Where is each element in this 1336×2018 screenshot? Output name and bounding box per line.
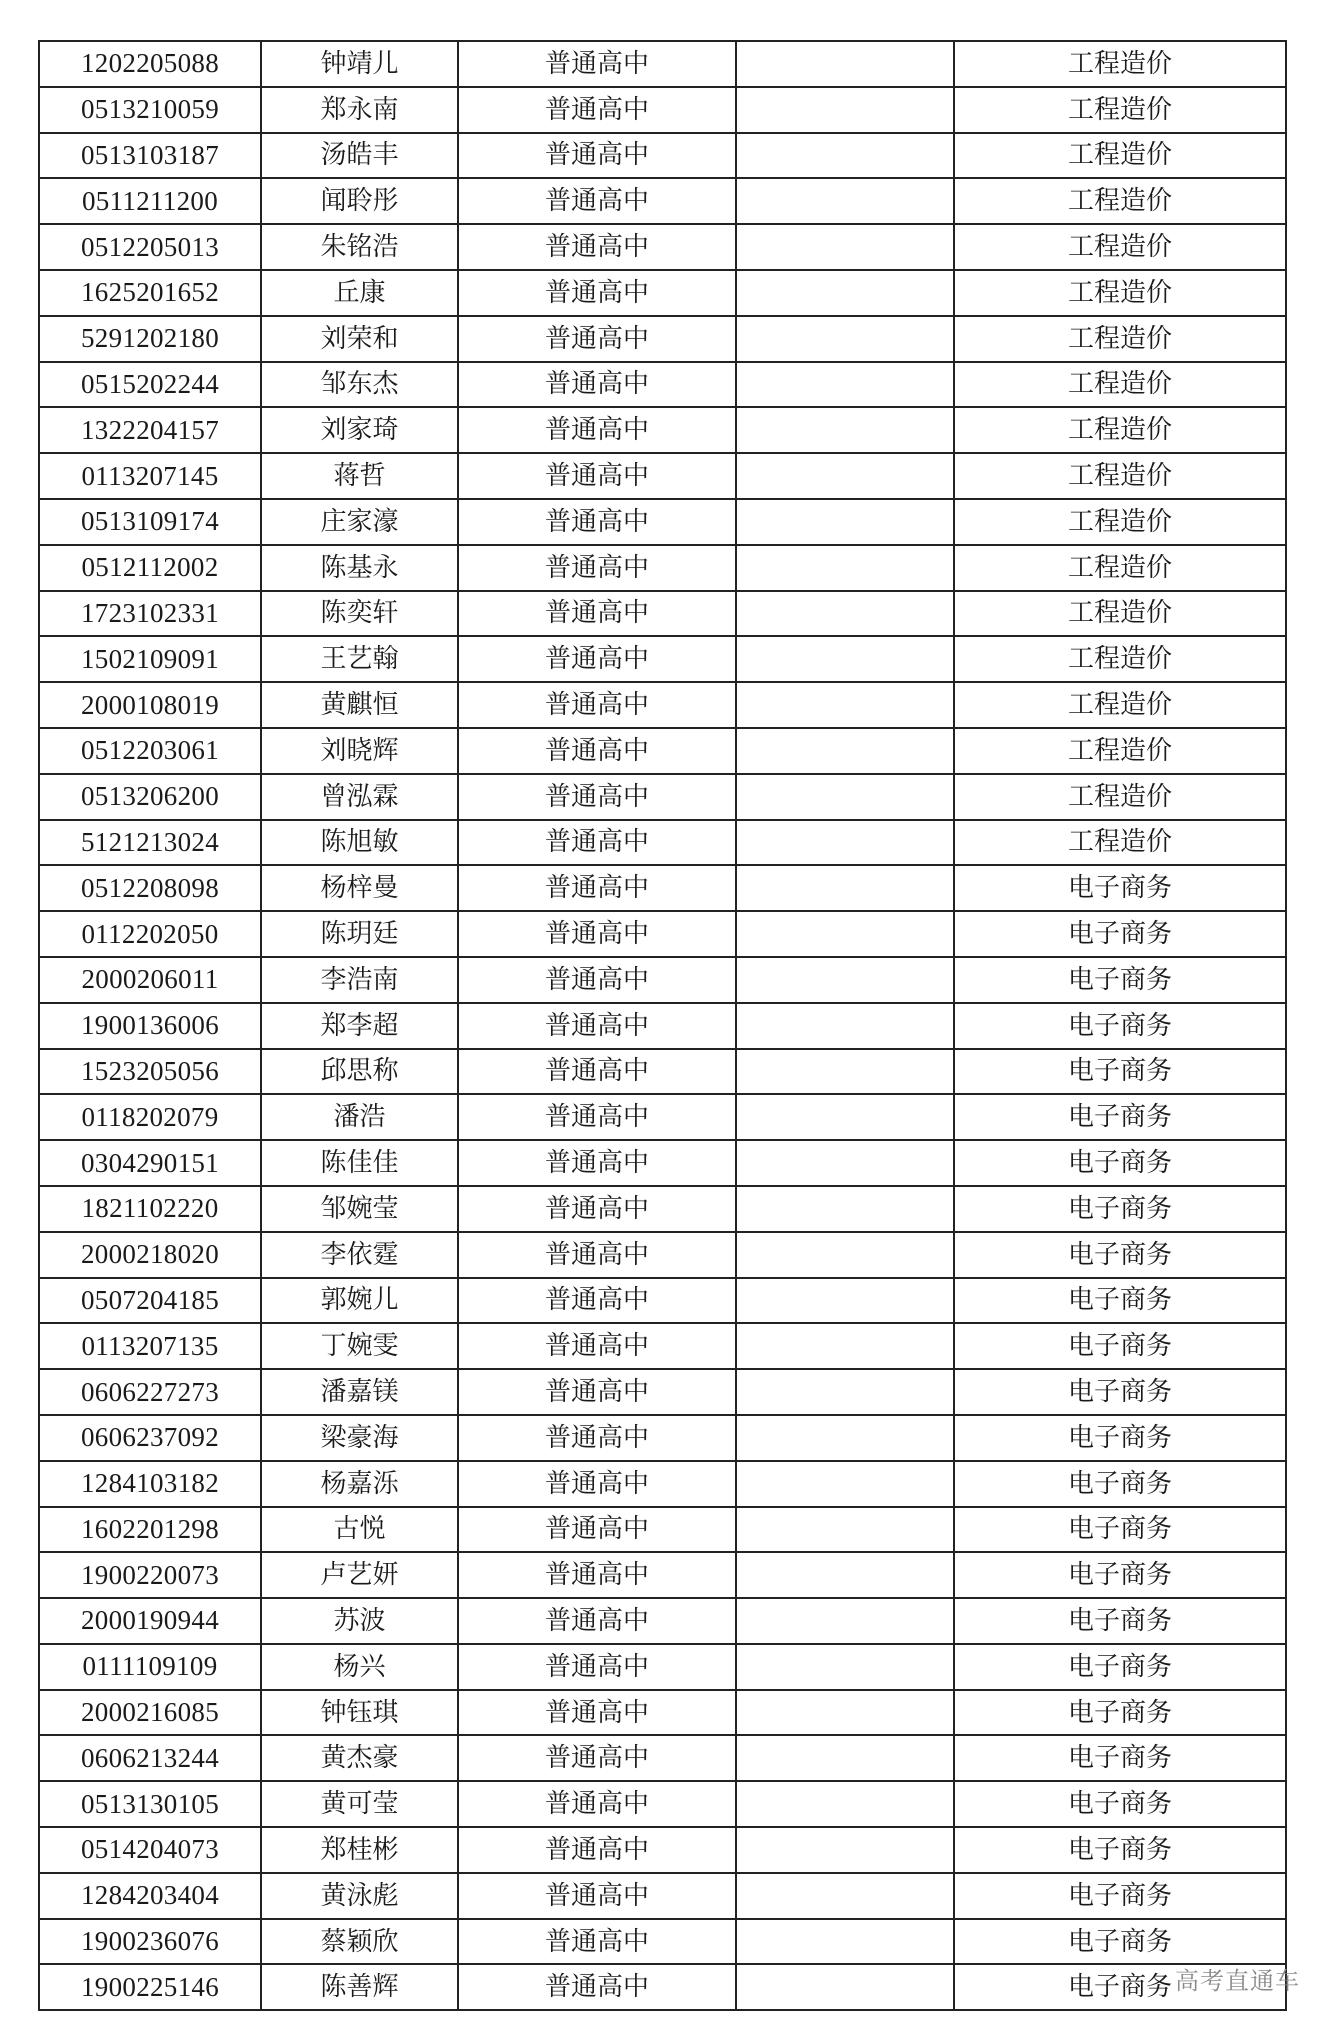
student-name-cell: 邹婉莹 — [261, 1186, 458, 1232]
candidate-id-cell: 1284103182 — [39, 1461, 261, 1507]
candidate-id-cell: 1625201652 — [39, 270, 261, 316]
table-row — [39, 1735, 1286, 1781]
table-row — [39, 1873, 1286, 1919]
major-cell: 电子商务 — [954, 1369, 1286, 1415]
table-row — [39, 1415, 1286, 1461]
student-name-cell: 刘荣和 — [261, 316, 458, 362]
note-cell — [736, 1278, 954, 1324]
student-name-cell: 卢艺妍 — [261, 1552, 458, 1598]
major-cell: 电子商务 — [954, 1552, 1286, 1598]
note-cell — [736, 453, 954, 499]
note-cell — [736, 957, 954, 1003]
candidate-id-cell: 0512203061 — [39, 728, 261, 774]
school-type-cell: 普通高中 — [458, 1919, 736, 1965]
major-cell: 电子商务 — [954, 1461, 1286, 1507]
candidate-id-cell: 0606227273 — [39, 1369, 261, 1415]
candidate-id-cell: 1900136006 — [39, 1003, 261, 1049]
major-cell: 工程造价 — [954, 591, 1286, 637]
note-cell — [736, 1552, 954, 1598]
student-name-cell: 钟靖儿 — [261, 41, 458, 87]
note-cell — [736, 1323, 954, 1369]
note-cell — [736, 362, 954, 408]
note-cell — [736, 1369, 954, 1415]
note-cell — [736, 591, 954, 637]
major-cell: 电子商务 — [954, 1278, 1286, 1324]
table-row — [39, 87, 1286, 133]
table-row — [39, 1964, 1286, 2010]
candidate-id-cell: 1900225146 — [39, 1964, 261, 2010]
candidate-id-cell: 0606213244 — [39, 1735, 261, 1781]
student-name-cell: 丁婉雯 — [261, 1323, 458, 1369]
major-cell: 电子商务 — [954, 911, 1286, 957]
student-name-cell: 李依霆 — [261, 1232, 458, 1278]
note-cell — [736, 865, 954, 911]
major-cell: 工程造价 — [954, 407, 1286, 453]
note-cell — [736, 1003, 954, 1049]
student-name-cell: 陈基永 — [261, 545, 458, 591]
table-row — [39, 1186, 1286, 1232]
school-type-cell: 普通高中 — [458, 316, 736, 362]
major-cell: 电子商务 — [954, 1323, 1286, 1369]
note-cell — [736, 1415, 954, 1461]
school-type-cell: 普通高中 — [458, 362, 736, 408]
note-cell — [736, 1964, 954, 2010]
note-cell — [736, 1919, 954, 1965]
candidate-id-cell: 0515202244 — [39, 362, 261, 408]
school-type-cell: 普通高中 — [458, 178, 736, 224]
major-cell: 电子商务 — [954, 1049, 1286, 1095]
table-row — [39, 591, 1286, 637]
candidate-id-cell: 0111109109 — [39, 1644, 261, 1690]
note-cell — [736, 1781, 954, 1827]
student-name-cell: 郑桂彬 — [261, 1827, 458, 1873]
table-row — [39, 1507, 1286, 1553]
table-row — [39, 1690, 1286, 1736]
student-name-cell: 钟钰琪 — [261, 1690, 458, 1736]
student-name-cell: 杨梓曼 — [261, 865, 458, 911]
note-cell — [736, 407, 954, 453]
school-type-cell: 普通高中 — [458, 1507, 736, 1553]
table-row — [39, 1003, 1286, 1049]
candidate-id-cell: 0113207135 — [39, 1323, 261, 1369]
major-cell: 电子商务 — [954, 1507, 1286, 1553]
major-cell: 电子商务 — [954, 1186, 1286, 1232]
note-cell — [736, 178, 954, 224]
school-type-cell: 普通高中 — [458, 1781, 736, 1827]
note-cell — [736, 1507, 954, 1553]
table-row — [39, 133, 1286, 179]
school-type-cell: 普通高中 — [458, 133, 736, 179]
student-name-cell: 黄泳彪 — [261, 1873, 458, 1919]
major-cell: 电子商务 — [954, 1919, 1286, 1965]
table-row — [39, 1094, 1286, 1140]
candidate-id-cell: 0513206200 — [39, 774, 261, 820]
table-row — [39, 911, 1286, 957]
student-name-cell: 丘康 — [261, 270, 458, 316]
table-row — [39, 1140, 1286, 1186]
major-cell: 电子商务 — [954, 957, 1286, 1003]
major-cell: 工程造价 — [954, 682, 1286, 728]
table-row — [39, 1781, 1286, 1827]
student-name-cell: 潘嘉镁 — [261, 1369, 458, 1415]
major-cell: 工程造价 — [954, 362, 1286, 408]
student-name-cell: 邱思称 — [261, 1049, 458, 1095]
candidate-id-cell: 1322204157 — [39, 407, 261, 453]
school-type-cell: 普通高中 — [458, 1644, 736, 1690]
student-name-cell: 潘浩 — [261, 1094, 458, 1140]
note-cell — [736, 316, 954, 362]
school-type-cell: 普通高中 — [458, 1049, 736, 1095]
school-type-cell: 普通高中 — [458, 1873, 736, 1919]
watermark-text: 高考直通车 — [1175, 1967, 1300, 1995]
student-name-cell: 郑永南 — [261, 87, 458, 133]
school-type-cell: 普通高中 — [458, 911, 736, 957]
table-row — [39, 1598, 1286, 1644]
note-cell — [736, 87, 954, 133]
major-cell: 工程造价 — [954, 820, 1286, 866]
candidate-id-cell: 1502109091 — [39, 636, 261, 682]
candidate-id-cell: 2000218020 — [39, 1232, 261, 1278]
student-name-cell: 蔡颖欣 — [261, 1919, 458, 1965]
major-cell: 电子商务 — [954, 1232, 1286, 1278]
note-cell — [736, 911, 954, 957]
table-row — [39, 1049, 1286, 1095]
school-type-cell: 普通高中 — [458, 636, 736, 682]
school-type-cell: 普通高中 — [458, 270, 736, 316]
student-name-cell: 郑李超 — [261, 1003, 458, 1049]
major-cell: 电子商务 — [954, 1781, 1286, 1827]
major-cell: 电子商务 — [954, 1598, 1286, 1644]
student-name-cell: 庄家濠 — [261, 499, 458, 545]
note-cell — [736, 1735, 954, 1781]
school-type-cell: 普通高中 — [458, 499, 736, 545]
candidate-id-cell: 0512112002 — [39, 545, 261, 591]
student-name-cell: 苏波 — [261, 1598, 458, 1644]
student-name-cell: 陈奕轩 — [261, 591, 458, 637]
candidate-id-cell: 1900220073 — [39, 1552, 261, 1598]
student-name-cell: 李浩南 — [261, 957, 458, 1003]
major-cell: 工程造价 — [954, 178, 1286, 224]
school-type-cell: 普通高中 — [458, 1232, 736, 1278]
school-type-cell: 普通高中 — [458, 41, 736, 87]
school-type-cell: 普通高中 — [458, 545, 736, 591]
note-cell — [736, 224, 954, 270]
candidate-id-cell: 1202205088 — [39, 41, 261, 87]
student-name-cell: 郭婉儿 — [261, 1278, 458, 1324]
table-body — [39, 41, 1286, 2010]
major-cell: 工程造价 — [954, 774, 1286, 820]
major-cell: 电子商务 — [954, 1964, 1286, 2010]
school-type-cell: 普通高中 — [458, 1552, 736, 1598]
table-row — [39, 728, 1286, 774]
school-type-cell: 普通高中 — [458, 1094, 736, 1140]
note-cell — [736, 41, 954, 87]
note-cell — [736, 1827, 954, 1873]
table-row — [39, 636, 1286, 682]
school-type-cell: 普通高中 — [458, 774, 736, 820]
table-row — [39, 178, 1286, 224]
student-name-cell: 汤皓丰 — [261, 133, 458, 179]
student-name-cell: 陈玥廷 — [261, 911, 458, 957]
major-cell: 工程造价 — [954, 224, 1286, 270]
note-cell — [736, 1140, 954, 1186]
table-row — [39, 1461, 1286, 1507]
school-type-cell: 普通高中 — [458, 728, 736, 774]
student-name-cell: 闻聆彤 — [261, 178, 458, 224]
major-cell: 工程造价 — [954, 728, 1286, 774]
note-cell — [736, 1598, 954, 1644]
school-type-cell: 普通高中 — [458, 1186, 736, 1232]
candidate-id-cell: 0513109174 — [39, 499, 261, 545]
candidate-id-cell: 0507204185 — [39, 1278, 261, 1324]
student-name-cell: 陈佳佳 — [261, 1140, 458, 1186]
table-row — [39, 1232, 1286, 1278]
student-name-cell: 杨兴 — [261, 1644, 458, 1690]
candidate-id-cell: 0511211200 — [39, 178, 261, 224]
note-cell — [736, 1873, 954, 1919]
note-cell — [736, 133, 954, 179]
school-type-cell: 普通高中 — [458, 682, 736, 728]
candidate-id-cell: 5291202180 — [39, 316, 261, 362]
note-cell — [736, 1094, 954, 1140]
school-type-cell: 普通高中 — [458, 1140, 736, 1186]
table-row — [39, 865, 1286, 911]
student-name-cell: 黄杰豪 — [261, 1735, 458, 1781]
table-row — [39, 820, 1286, 866]
table-row — [39, 453, 1286, 499]
candidate-id-cell: 0118202079 — [39, 1094, 261, 1140]
student-name-cell: 陈旭敏 — [261, 820, 458, 866]
school-type-cell: 普通高中 — [458, 591, 736, 637]
major-cell: 电子商务 — [954, 1003, 1286, 1049]
candidate-id-cell: 2000190944 — [39, 1598, 261, 1644]
student-name-cell: 梁豪海 — [261, 1415, 458, 1461]
candidate-id-cell: 0513130105 — [39, 1781, 261, 1827]
note-cell — [736, 1461, 954, 1507]
school-type-cell: 普通高中 — [458, 1598, 736, 1644]
major-cell: 电子商务 — [954, 1735, 1286, 1781]
major-cell: 工程造价 — [954, 87, 1286, 133]
table-row — [39, 1827, 1286, 1873]
school-type-cell: 普通高中 — [458, 1003, 736, 1049]
student-name-cell: 朱铭浩 — [261, 224, 458, 270]
candidate-id-cell: 0512208098 — [39, 865, 261, 911]
major-cell: 电子商务 — [954, 1140, 1286, 1186]
note-cell — [736, 1690, 954, 1736]
candidate-id-cell: 0513210059 — [39, 87, 261, 133]
candidate-id-cell: 0606237092 — [39, 1415, 261, 1461]
student-name-cell: 古悦 — [261, 1507, 458, 1553]
candidate-id-cell: 2000206011 — [39, 957, 261, 1003]
major-cell: 工程造价 — [954, 270, 1286, 316]
student-name-cell: 刘晓辉 — [261, 728, 458, 774]
candidate-id-cell: 1900236076 — [39, 1919, 261, 1965]
major-cell: 工程造价 — [954, 133, 1286, 179]
candidate-id-cell: 0514204073 — [39, 1827, 261, 1873]
school-type-cell: 普通高中 — [458, 820, 736, 866]
school-type-cell: 普通高中 — [458, 1735, 736, 1781]
table-row — [39, 545, 1286, 591]
major-cell: 电子商务 — [954, 1644, 1286, 1690]
note-cell — [736, 1232, 954, 1278]
note-cell — [736, 774, 954, 820]
student-name-cell: 刘家琦 — [261, 407, 458, 453]
student-name-cell: 陈善辉 — [261, 1964, 458, 2010]
table-row — [39, 957, 1286, 1003]
candidate-id-cell: 5121213024 — [39, 820, 261, 866]
table-row — [39, 41, 1286, 87]
school-type-cell: 普通高中 — [458, 87, 736, 133]
table-row — [39, 407, 1286, 453]
school-type-cell: 普通高中 — [458, 1323, 736, 1369]
candidate-id-cell: 1821102220 — [39, 1186, 261, 1232]
candidate-id-cell: 2000216085 — [39, 1690, 261, 1736]
table-row — [39, 1369, 1286, 1415]
major-cell: 电子商务 — [954, 1415, 1286, 1461]
note-cell — [736, 270, 954, 316]
table-row — [39, 1552, 1286, 1598]
student-name-cell: 王艺翰 — [261, 636, 458, 682]
table-row — [39, 1278, 1286, 1324]
major-cell: 工程造价 — [954, 499, 1286, 545]
major-cell: 工程造价 — [954, 453, 1286, 499]
major-cell: 工程造价 — [954, 316, 1286, 362]
candidate-id-cell: 0304290151 — [39, 1140, 261, 1186]
student-name-cell: 蒋哲 — [261, 453, 458, 499]
major-cell: 电子商务 — [954, 1094, 1286, 1140]
table-row — [39, 270, 1286, 316]
table-row — [39, 1323, 1286, 1369]
note-cell — [736, 728, 954, 774]
major-cell: 工程造价 — [954, 636, 1286, 682]
student-name-cell: 邹东杰 — [261, 362, 458, 408]
school-type-cell: 普通高中 — [458, 224, 736, 270]
major-cell: 电子商务 — [954, 1827, 1286, 1873]
candidate-id-cell: 1284203404 — [39, 1873, 261, 1919]
candidate-id-cell: 0512205013 — [39, 224, 261, 270]
table-row — [39, 224, 1286, 270]
school-type-cell: 普通高中 — [458, 865, 736, 911]
admission-list-table — [38, 40, 1287, 2011]
note-cell — [736, 545, 954, 591]
school-type-cell: 普通高中 — [458, 1690, 736, 1736]
table-row — [39, 316, 1286, 362]
candidate-id-cell: 1602201298 — [39, 1507, 261, 1553]
major-cell: 工程造价 — [954, 545, 1286, 591]
school-type-cell: 普通高中 — [458, 407, 736, 453]
note-cell — [736, 682, 954, 728]
student-name-cell: 黄可莹 — [261, 1781, 458, 1827]
student-name-cell: 黄麒恒 — [261, 682, 458, 728]
school-type-cell: 普通高中 — [458, 957, 736, 1003]
note-cell — [736, 499, 954, 545]
note-cell — [736, 1644, 954, 1690]
table-row — [39, 774, 1286, 820]
table-row — [39, 1644, 1286, 1690]
major-cell: 电子商务 — [954, 1873, 1286, 1919]
note-cell — [736, 820, 954, 866]
major-cell: 电子商务 — [954, 865, 1286, 911]
major-cell: 电子商务 — [954, 1690, 1286, 1736]
school-type-cell: 普通高中 — [458, 453, 736, 499]
table-row — [39, 1919, 1286, 1965]
student-name-cell: 曾泓霖 — [261, 774, 458, 820]
candidate-id-cell: 0113207145 — [39, 453, 261, 499]
student-name-cell: 杨嘉泺 — [261, 1461, 458, 1507]
table-row — [39, 362, 1286, 408]
note-cell — [736, 1049, 954, 1095]
note-cell — [736, 1186, 954, 1232]
school-type-cell: 普通高中 — [458, 1415, 736, 1461]
candidate-id-cell: 2000108019 — [39, 682, 261, 728]
school-type-cell: 普通高中 — [458, 1827, 736, 1873]
table-row — [39, 499, 1286, 545]
candidate-id-cell: 0513103187 — [39, 133, 261, 179]
candidate-id-cell: 1723102331 — [39, 591, 261, 637]
candidate-id-cell: 1523205056 — [39, 1049, 261, 1095]
major-cell: 工程造价 — [954, 41, 1286, 87]
note-cell — [736, 636, 954, 682]
candidate-id-cell: 0112202050 — [39, 911, 261, 957]
table-row — [39, 682, 1286, 728]
school-type-cell: 普通高中 — [458, 1278, 736, 1324]
school-type-cell: 普通高中 — [458, 1964, 736, 2010]
school-type-cell: 普通高中 — [458, 1369, 736, 1415]
school-type-cell: 普通高中 — [458, 1461, 736, 1507]
